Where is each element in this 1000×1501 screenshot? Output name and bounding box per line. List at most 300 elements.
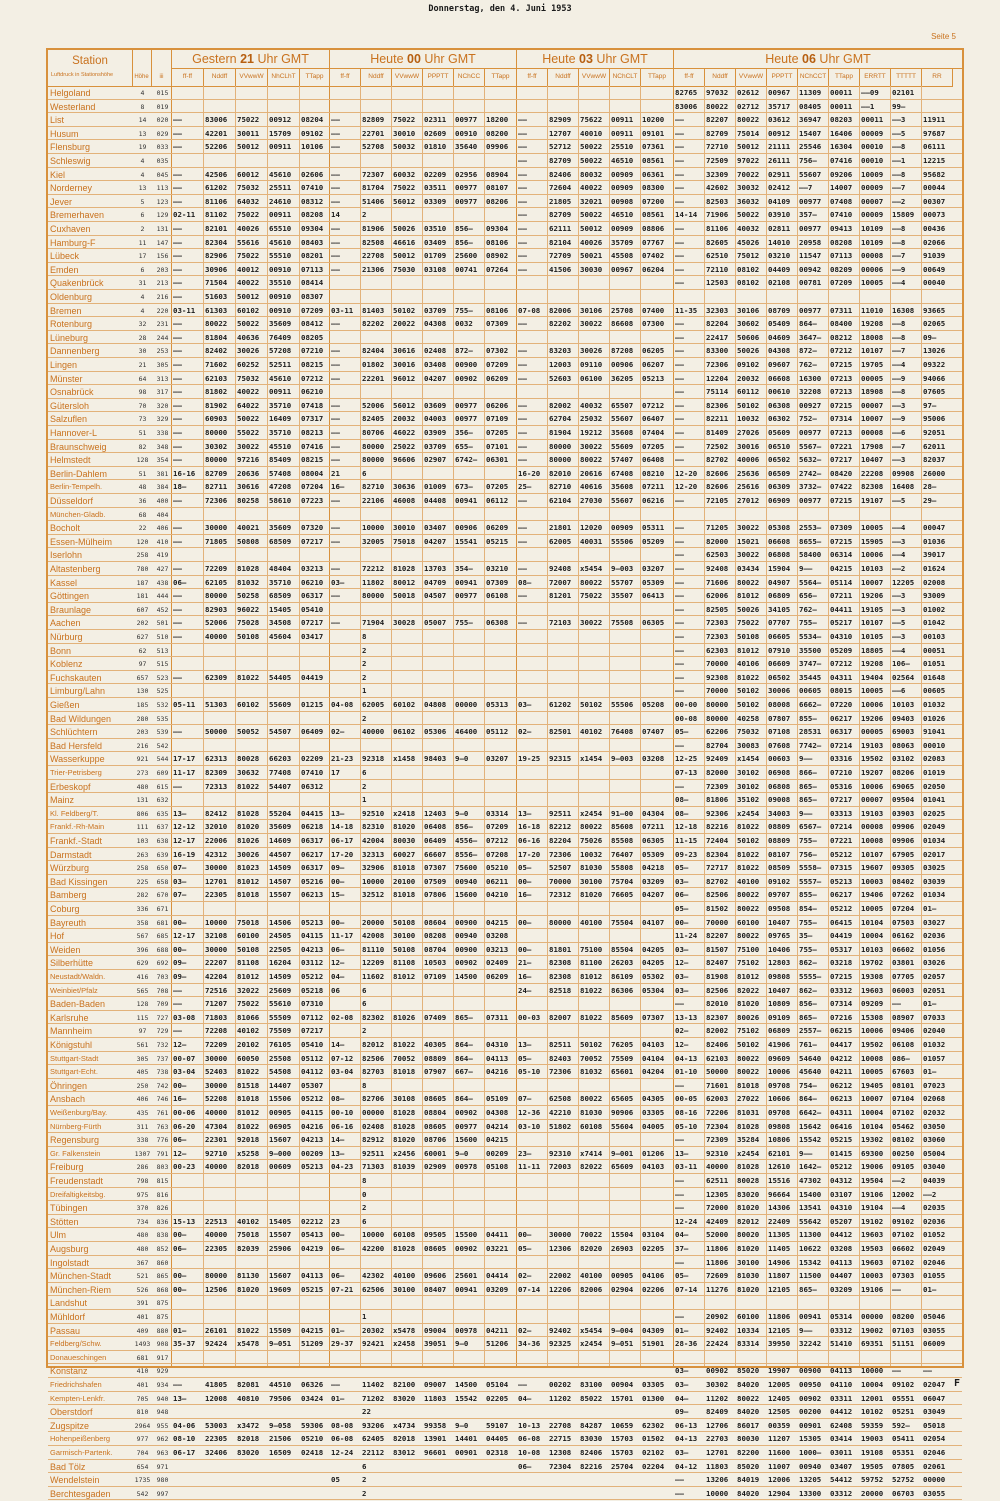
observation-cell: 00008 (861, 251, 884, 261)
observation-cell: x1458 (393, 754, 416, 764)
observation-cell: 09— (173, 972, 187, 981)
observation-cell: —— (675, 740, 684, 750)
observation-cell: 12205 (892, 577, 915, 587)
observation-cell: 03407 (830, 1461, 853, 1471)
observation-cell (331, 100, 359, 113)
station-height: 406 (136, 1095, 149, 1104)
observation-cell: 06108 (892, 1040, 915, 1049)
observation-cell: 09406 (892, 1026, 915, 1036)
observation-cell (393, 984, 421, 997)
observation-cell: 03312 (830, 985, 853, 995)
observation-cell: 07208 (486, 849, 509, 859)
observation-cell: 06211 (486, 876, 509, 886)
station-height: 480 (136, 1231, 149, 1240)
observation-cell: 82405 (362, 414, 385, 424)
table-row (48, 1092, 962, 1106)
observation-cell (205, 739, 234, 752)
observation-cell: 06413 (642, 591, 665, 601)
station-name: Bamberg (50, 890, 87, 901)
observation-cell: 92421 (362, 1339, 385, 1349)
station-name: München-Riem (50, 1284, 112, 1295)
observation-cell: 32303 (706, 305, 729, 315)
observation-cell: 19907 (768, 1366, 791, 1376)
observation-cell (205, 1460, 234, 1473)
observation-cell: 07707 (768, 618, 791, 628)
observation-cell: 50012 (580, 224, 603, 233)
observation-cell: 08205 (301, 332, 324, 342)
observation-cell (269, 739, 298, 752)
observation-cell: 865— (455, 1012, 473, 1022)
observation-cell: 12003 (549, 360, 572, 369)
observation-cell: 00940 (799, 1461, 822, 1471)
observation-cell: 72007 (549, 577, 572, 587)
observation-cell: 15504 (611, 1230, 634, 1240)
observation-cell: 2 (362, 1026, 367, 1036)
observation-cell: 05309 (642, 577, 665, 587)
observation-cell: —— (173, 183, 182, 193)
observation-cell: 92424 (205, 1339, 228, 1349)
observation-cell (580, 86, 608, 99)
observation-cell: 06509 (768, 468, 791, 478)
observation-cell: 30011 (237, 128, 260, 138)
observation-cell (393, 671, 421, 684)
observation-cell: 28531 (799, 727, 822, 737)
observation-cell (486, 1351, 515, 1364)
observation-cell: 52712 (549, 142, 572, 152)
observation-cell: 11-15 (675, 836, 698, 845)
observation-cell (362, 548, 390, 561)
observation-cell: 72404 (706, 836, 729, 845)
observation-cell: 26101 (205, 1325, 228, 1335)
observation-cell: 82704 (706, 740, 729, 750)
observation-cell (205, 1256, 234, 1269)
observation-cell: 19208 (861, 659, 884, 669)
observation-cell: 10004 (861, 931, 884, 941)
observation-cell: 81022 (737, 672, 760, 682)
observation-cell (642, 1473, 672, 1486)
observation-cell (486, 276, 515, 289)
observation-cell: 11300 (799, 1230, 822, 1240)
observation-cell: 03208 (486, 931, 509, 941)
observation-cell: 00902 (706, 1366, 729, 1376)
observation-cell: 52603 (549, 373, 572, 383)
observation-cell: 27026 (737, 428, 760, 437)
observation-cell: 11-17 (173, 768, 196, 777)
observation-cell: 30000 (205, 1053, 228, 1063)
observation-cell: 05109 (486, 1094, 509, 1104)
observation-cell: 15405 (269, 604, 292, 614)
observation-cell (362, 1256, 390, 1269)
observation-cell: 9—000 (269, 1148, 292, 1158)
observation-cell (173, 508, 202, 521)
station-name: Jever (50, 196, 73, 207)
observation-cell (424, 671, 452, 684)
station-header-title: Station (72, 55, 108, 67)
station-height: 51 (138, 429, 147, 437)
observation-cell: 62005 (549, 536, 572, 546)
observation-cell (518, 1364, 546, 1377)
observation-cell: 07-12 (331, 1053, 354, 1063)
observation-cell (486, 208, 515, 221)
observation-cell: 856— (455, 224, 473, 233)
observation-cell: 71906 (706, 210, 729, 220)
observation-cell: 81020 (737, 1244, 760, 1253)
station-name: Göttingen (50, 591, 90, 602)
observation-cell: 81904 (549, 428, 572, 437)
observation-cell: 85409 (269, 455, 292, 465)
observation-cell: —— (331, 536, 340, 546)
observation-cell: 22513 (205, 1216, 228, 1226)
observation-cell: 81906 (362, 224, 385, 233)
station-name: Koblenz (50, 659, 83, 670)
observation-cell: 50012 (737, 142, 760, 152)
observation-cell (611, 100, 639, 113)
observation-cell: 16-20 (518, 468, 541, 478)
observation-cell: 96606 (393, 455, 416, 465)
observation-cell: 06317 (830, 727, 853, 737)
observation-cell: 03— (675, 876, 689, 886)
observation-cell (518, 548, 546, 561)
observation-cell: ——2 (892, 564, 906, 573)
observation-cell: 10503 (424, 958, 447, 968)
observation-cell (486, 766, 515, 779)
station-index: 639 (156, 850, 169, 859)
table-row (48, 1133, 962, 1147)
observation-cell: 06317 (301, 836, 324, 845)
observation-cell: 05212 (830, 849, 853, 859)
observation-cell: 09305 (892, 863, 915, 873)
observation-cell: 05 (331, 1475, 340, 1485)
observation-cell: 72516 (205, 985, 228, 995)
table-row (48, 698, 962, 712)
observation-cell: 40100 (737, 876, 760, 886)
observation-cell (580, 1487, 608, 1500)
observation-cell (237, 1487, 266, 1500)
observation-cell (518, 1201, 546, 1214)
observation-cell: 2 (362, 713, 367, 723)
observation-cell: 80000 (549, 917, 572, 927)
observation-cell (269, 1460, 298, 1473)
observation-cell: 06308 (768, 400, 791, 410)
observation-cell (424, 712, 452, 725)
station-name: Bayreuth (50, 917, 87, 928)
observation-cell: 06— (331, 1244, 345, 1253)
table-row (48, 222, 962, 236)
observation-cell: 02— (331, 727, 345, 737)
observation-cell: 09008 (768, 795, 791, 805)
observation-cell: 06302 (768, 414, 791, 424)
observation-cell: 9—051 (269, 1339, 292, 1349)
observation-cell (331, 739, 359, 752)
table-row (48, 956, 962, 970)
observation-cell (518, 603, 546, 616)
station-index: 637 (156, 823, 169, 832)
observation-cell: 05-11 (173, 700, 196, 709)
observation-cell: 06609 (768, 659, 791, 669)
observation-cell (486, 630, 515, 643)
observation-cell: 19308 (861, 972, 884, 981)
observation-cell (424, 508, 452, 521)
table-row (48, 576, 962, 590)
observation-cell: 755— (799, 917, 817, 927)
station-name: München-Stadt (50, 1271, 112, 1282)
observation-cell: 05046 (923, 1312, 946, 1321)
observation-cell: 05215 (486, 536, 509, 546)
observation-cell: 08300 (642, 183, 665, 193)
observation-cell (301, 1460, 328, 1473)
observation-cell: 04310 (486, 1040, 509, 1049)
observation-cell: 00977 (799, 428, 822, 437)
observation-cell: 35609 (269, 822, 292, 832)
observation-cell: 82018 (393, 1434, 416, 1444)
observation-cell: 14507 (269, 876, 292, 886)
observation-cell: 00051 (923, 645, 946, 655)
observation-cell (642, 385, 672, 398)
observation-cell: 09413 (830, 224, 853, 233)
observation-cell: 60108 (580, 1121, 603, 1131)
station-height: 370 (136, 1204, 149, 1213)
observation-cell: 02061 (923, 1461, 946, 1471)
column-header: ff-ff (674, 68, 705, 87)
observation-cell: 00200 (799, 1407, 822, 1417)
observation-cell: 25511 (269, 183, 292, 193)
observation-cell: 19503 (861, 1244, 884, 1253)
station-height: 51 (138, 469, 147, 478)
observation-cell: 72717 (706, 863, 729, 873)
observation-cell (455, 630, 483, 643)
observation-cell: 08407 (424, 1284, 447, 1294)
observation-cell: 01415 (830, 1148, 853, 1158)
observation-cell: 04205 (642, 958, 665, 968)
observation-cell: 06210 (301, 577, 324, 587)
observation-cell (424, 780, 452, 793)
station-index: 015 (156, 89, 169, 97)
observation-cell (611, 630, 639, 643)
observation-cell: 07200 (642, 196, 665, 206)
observation-cell: 5632— (799, 455, 822, 465)
observation-cell: 04207 (424, 536, 447, 546)
observation-cell: 07303 (892, 1271, 915, 1281)
observation-cell (424, 1351, 452, 1364)
observation-cell: 864— (799, 319, 817, 329)
observation-cell: 07314 (830, 999, 853, 1009)
observation-cell: 47208 (269, 482, 292, 492)
station-name: Erbeskopf (50, 781, 91, 792)
observation-cell: 11802 (362, 577, 385, 587)
observation-cell: 09304 (486, 224, 509, 233)
observation-cell: 15407 (799, 128, 822, 138)
observation-cell: 866— (799, 768, 817, 777)
station-name: Gr. Falkenstein (50, 1148, 101, 1158)
observation-cell: —— (892, 1366, 901, 1376)
observation-cell (549, 1174, 577, 1187)
station-height: 128 (136, 1000, 149, 1009)
observation-cell: —— (173, 672, 182, 682)
observation-cell: 106— (892, 659, 910, 669)
observation-cell: 12-18 (675, 822, 698, 832)
observation-cell: 72110 (706, 264, 729, 274)
observation-cell (549, 385, 577, 398)
observation-cell: 656— (799, 591, 817, 601)
observation-cell: 15500 (455, 1230, 478, 1240)
observation-cell: 00610 (768, 387, 791, 397)
observation-cell: 864— (455, 1053, 473, 1063)
observation-cell: 40100 (580, 917, 603, 927)
observation-cell (549, 290, 577, 303)
observation-cell: 01056 (923, 944, 946, 954)
observation-cell (331, 1296, 359, 1309)
observation-cell: —— (675, 550, 684, 560)
observation-cell: 03— (518, 700, 532, 709)
station-name: Tübingen (50, 1203, 88, 1214)
observation-cell: ——3 (892, 591, 906, 601)
observation-cell: 32208 (799, 387, 822, 397)
observation-cell: 30010 (393, 128, 416, 138)
observation-cell: 55607 (611, 414, 634, 424)
observation-cell: 12405 (768, 1393, 791, 1403)
observation-cell: 81020 (737, 1203, 760, 1213)
station-height: 4 (140, 293, 145, 301)
observation-cell (205, 1188, 234, 1201)
station-name: Weißenburg/Bay. (50, 1108, 108, 1117)
observation-cell: 06510 (768, 441, 791, 451)
observation-cell: 24610 (269, 196, 292, 206)
station-height: 657 (136, 673, 149, 682)
observation-cell: 10606 (768, 1094, 791, 1104)
observation-cell: 06217 (830, 713, 853, 723)
observation-cell: 10008 (861, 1053, 884, 1063)
observation-cell (580, 331, 608, 344)
table-row (48, 1364, 962, 1378)
observation-cell: 07205 (642, 441, 665, 451)
observation-cell: 09765 (768, 931, 791, 941)
observation-cell: 62005 (362, 700, 385, 709)
observation-cell: 76105 (269, 1040, 292, 1049)
observation-cell: 12701 (205, 876, 228, 886)
observation-cell: 81028 (393, 564, 416, 573)
observation-cell: 42200 (362, 1244, 385, 1253)
station-height: 250 (136, 1081, 149, 1090)
station-height: 28 (138, 333, 147, 342)
observation-cell: 06317 (301, 863, 324, 873)
observation-cell (580, 1215, 608, 1228)
observation-cell: 83020 (237, 1448, 260, 1457)
observation-cell: —— (331, 564, 340, 573)
observation-cell (237, 1174, 266, 1187)
observation-cell: 60032 (393, 169, 416, 179)
observation-cell: 09607 (768, 360, 791, 369)
station-name: Berchtesgaden (50, 1488, 111, 1499)
observation-cell (642, 1256, 672, 1269)
observation-cell: 8655— (799, 536, 822, 546)
column-header: TTapp (641, 68, 674, 87)
observation-cell (424, 1487, 452, 1500)
observation-cell: 81802 (205, 387, 228, 397)
observation-cell: 04— (675, 1230, 689, 1240)
observation-cell: 06-08 (331, 1434, 354, 1444)
observation-cell: 82216 (580, 1461, 603, 1471)
observation-cell: 21111 (768, 142, 791, 152)
observation-cell (455, 1201, 483, 1214)
observation-cell: 02904 (611, 1284, 634, 1294)
observation-cell (580, 712, 608, 725)
observation-cell: 07212 (830, 659, 853, 669)
observation-cell (301, 1201, 328, 1214)
observation-cell: 04308 (424, 319, 447, 329)
observation-cell (580, 1133, 608, 1146)
observation-cell (486, 548, 515, 561)
observation-cell: 00900 (455, 360, 478, 369)
observation-cell: 08-10 (173, 1434, 196, 1444)
observation-cell: 80000 (706, 713, 729, 723)
observation-cell: 22201 (362, 373, 385, 383)
observation-cell: 72303 (706, 632, 729, 641)
column-header: ff-ff (517, 68, 548, 87)
observation-cell (269, 100, 298, 113)
station-index: 419 (156, 551, 169, 560)
observation-cell: 91—00 (611, 808, 634, 818)
observation-cell: 71303 (362, 1162, 385, 1172)
observation-cell: 50000 (706, 1067, 729, 1077)
observation-cell: 82702 (706, 876, 729, 886)
observation-cell: 00904 (611, 1380, 634, 1389)
observation-cell: 03040 (923, 1162, 946, 1172)
station-index: 816 (156, 1190, 169, 1199)
observation-cell: 59752 (861, 1475, 884, 1485)
observation-cell: 51209 (301, 1339, 324, 1349)
observation-cell: 09708 (768, 1080, 791, 1090)
observation-cell: 16406 (830, 128, 853, 138)
observation-cell: 50102 (737, 836, 760, 845)
observation-cell: 92510 (362, 808, 385, 818)
observation-cell (331, 997, 359, 1010)
observation-cell: 07907 (424, 1067, 447, 1077)
station-index: 147 (156, 238, 169, 247)
observation-cell: 09105 (892, 1162, 915, 1172)
observation-cell (923, 1351, 951, 1364)
observation-cell: 80022 (580, 455, 603, 465)
observation-cell: 08509 (768, 863, 791, 873)
station-name: Frankf.-Stadt (50, 836, 103, 846)
observation-cell: —— (331, 428, 340, 437)
observation-cell: 03— (675, 944, 689, 954)
observation-cell (611, 1188, 639, 1201)
observation-cell (549, 603, 577, 616)
observation-cell (580, 290, 608, 303)
observation-cell: 14509 (269, 863, 292, 873)
observation-cell: —— (675, 346, 684, 356)
observation-cell: —— (331, 414, 340, 424)
observation-cell: 30000 (549, 1230, 572, 1240)
table-row (48, 426, 962, 440)
observation-cell: 72306 (706, 360, 729, 369)
observation-cell (611, 1487, 639, 1500)
observation-cell: 62303 (706, 645, 729, 655)
station-index: 513 (156, 646, 169, 655)
observation-cell: 55642 (799, 1216, 822, 1226)
observation-cell: 80022 (737, 904, 760, 913)
observation-cell: 80012 (393, 577, 416, 587)
observation-cell (611, 276, 639, 289)
observation-cell (580, 1296, 608, 1309)
observation-cell: 00209 (486, 1148, 509, 1158)
observation-cell: 68509 (269, 536, 292, 546)
observation-cell: 69003 (892, 727, 915, 737)
observation-cell: 03314 (486, 808, 509, 818)
observation-cell: 762— (799, 360, 817, 369)
observation-cell: 20958 (799, 237, 822, 247)
observation-cell (424, 467, 452, 480)
